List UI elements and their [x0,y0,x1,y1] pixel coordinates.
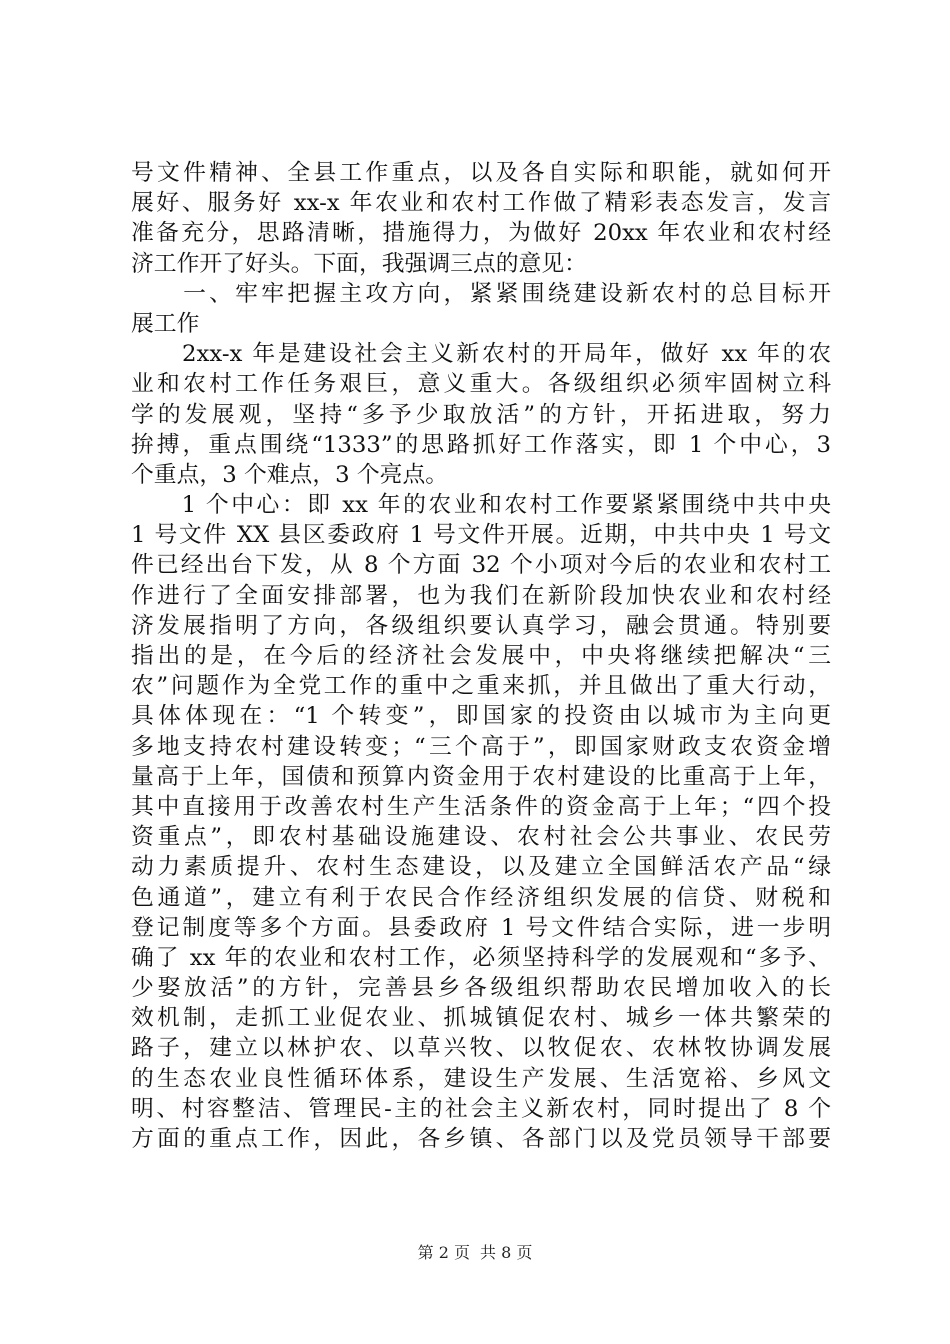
text-line: 具体体现在：“1 个转变”，即国家的投资由以城市为主向更 [131,703,831,730]
page-footer [0,1243,950,1263]
text-line: 登记制度等多个方面。县委政府 1 号文件结合实际，进一步明 [131,914,831,941]
text-line: 件已经出台下发，从 8 个方面 32 个小项对今后的农业和农村工 [131,552,831,579]
page-number: 第 2 页 [417,1243,470,1262]
text-line: 一、牢牢把握主攻方向，紧紧围绕建设新农村的总目标开 [131,280,831,307]
text-line: 其中直接用于改善农村生产生活条件的资金高于上年；“四个投 [131,793,831,820]
text-line: 作进行了全面安排部署，也为我们在新阶段加快农业和农村经 [131,582,831,609]
text-line: 效机制，走抓工业促农业、抓城镇促农村、城乡一体共繁荣的 [131,1005,831,1032]
text-line: 农”问题作为全党工作的重中之重来抓，并且做出了重大行动， [131,673,831,700]
text-line: 1 号文件 XX 县区委政府 1 号文件开展。近期，中共中央 1 号文 [131,522,831,549]
text-line: 2xx-x 年是建设社会主义新农村的开局年，做好 xx 年的农 [131,341,831,368]
text-line: 方面的重点工作，因此，各乡镇、各部门以及党员领导干部要 [131,1126,831,1152]
text-line: 色通道”，建立有利于农民合作经济组织发展的信贷、财税和 [131,884,831,911]
text-line: 个重点，3 个难点，3 个亮点。 [131,461,449,488]
text-line: 济工作开了好头。下面，我强调三点的意见： [131,250,587,277]
text-line: 多地支持农村建设转变；“三个高于”，即国家财政支农资金增 [131,733,831,760]
text-line: 确了 xx 年的农业和农村工作，必须坚持科学的发展观和“多予、 [131,944,831,971]
text-line: 号文件精神、全县工作重点，以及各自实际和职能，就如何开 [131,160,831,186]
text-line: 资重点”，即农村基础设施建设、农村社会公共事业、农民劳 [131,824,831,851]
text-line: 展好、服务好 xx-x 年农业和农村工作做了精彩表态发言，发言 [131,190,831,217]
text-line: 济发展指明了方向，各级组织要认真学习，融会贯通。特别要 [131,612,831,639]
text-line: 拚搏，重点围绕“1333”的思路抓好工作落实，即 1 个中心，3 [131,431,831,458]
text-line: 明、村容整洁、管理民-主的社会主义新农村，同时提出了 8 个 [131,1095,831,1122]
text-line: 量高于上年，国债和预算内资金用于农村建设的比重高于上年， [131,763,831,790]
text-line: 的生态农业良性循环体系，建设生产发展、生活宽裕、乡风文 [131,1065,831,1092]
total-pages: 共 8 页 [480,1243,533,1262]
body-text [131,158,831,1154]
text-line: 1 个中心：即 xx 年的农业和农村工作要紧紧围绕中共中央 [131,492,831,519]
text-line: 少娶放活”的方针，完善县乡各级组织帮助农民增加收入的长 [131,975,831,1002]
text-line: 学的发展观，坚持“多予少取放活”的方针，开拓进取，努力 [131,401,831,428]
text-line: 准备充分，思路清晰，措施得力，为做好 20xx 年农业和农村经 [131,220,831,247]
text-line: 指出的是，在今后的经济社会发展中，中央将继续把解决“三 [131,643,831,669]
text-line: 业和农村工作任务艰巨，意义重大。各级组织必须牢固树立科 [131,371,831,398]
text-line: 展工作 [131,310,200,337]
text-line: 路子，建立以林护农、以草兴牧、以牧促农、农林牧协调发展 [131,1035,831,1062]
text-line: 动力素质提升、农村生态建设，以及建立全国鲜活农产品“绿 [131,854,831,881]
